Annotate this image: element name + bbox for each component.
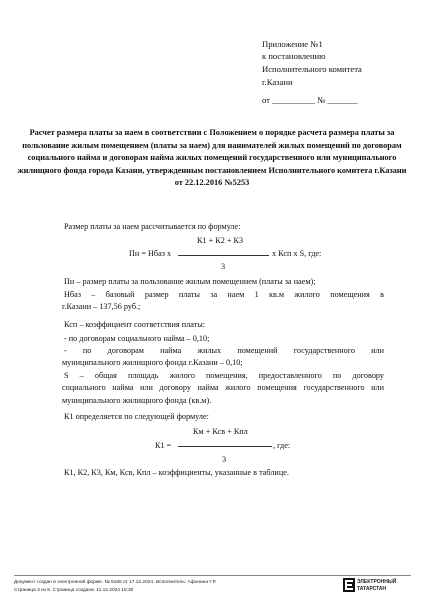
definition-ksp-state-cont: муниципального жилищного фонда г.Казани – 0,10; [62,358,243,367]
appendix-line: к постановлению [262,51,326,61]
fraction-line [178,255,269,256]
definition-pn: Пн – размер платы за пользование жилым помещением (платы за наем); [64,277,316,286]
document-title: Расчет размера платы за наем в соответствии с Положением о порядке расчета размера платы за пользование жилым помещением (платы за наем) для нанимателей жилых помещений по договорам социального найма и договорам найма жилых помещений государственного или муниципального жилищного фонда города Казани, утвержденным постановлением Исполнительного комитета г.Казани от 22.12.2016 №5253 [17,128,407,188]
definition-nbaz-cont: г.Казани – 137,56 руб.; [62,302,141,311]
appendix-line: Приложение №1 [262,39,323,49]
definition-ksp-social: - по договорам социального найма – 0,10; [64,334,210,343]
formula2-right: , где: [273,441,291,450]
footer-doc-info: Документ создан в электронной форме. № 5185 от 17.12.2024. Исполнитель: Афонина Г.Р. [14,580,217,585]
appendix-line: г.Казани [262,77,293,87]
coefficients-note: К1, К2, К3, Км, Ксв, Кпл – коэффициенты, указанные в таблице. [64,468,289,477]
appendix-line: Исполнительного комитета [262,64,362,74]
definition-s-cont: муниципального жилищного фонда (кв.м). [62,396,212,405]
formula-intro: Размер платы за наем рассчитывается по формуле: [64,222,241,231]
definition-s-cont: социального найма или договору найма жилого помещения государственного или [62,383,384,392]
formula-denominator: 3 [221,262,226,271]
logo-text-line1: ЭЛЕКТРОННЫЙ [357,579,397,585]
appendix-date-number: от __________ № _______ [262,95,358,105]
formula-right: х Ксп х S, где: [272,249,322,258]
fraction-line [178,446,272,447]
definition-s: S – общая площадь жилого помещения, предоставленного по договору [64,371,384,380]
formula2-left: К1 = [155,441,172,450]
definition-ksp: Ксп – коэффициент соответствия платы: [64,320,205,329]
formula2-denominator: 3 [222,455,227,464]
formula-numerator: К1 + К2 + К3 [197,236,244,245]
formula2-numerator: Км + Ксв + Кпл [193,427,248,436]
footer-divider [14,575,411,576]
definition-nbaz: Нбаз – базовый размер платы за наем 1 кв.м жилого помещения в [64,290,384,299]
formula-left: Пн = Нбаз х [129,249,172,258]
logo-text-line2: ТАТАРСТАН [357,586,387,592]
electronic-tatarstan-logo-icon [343,578,355,592]
k1-intro: К1 определяется по следующей формуле: [64,412,209,421]
footer-page-info: Страница 3 из 8. Страница создана: 11.12.2024 15:30 [14,588,134,593]
definition-ksp-state: - по договорам найма жилых помещений государственного или [64,346,384,355]
